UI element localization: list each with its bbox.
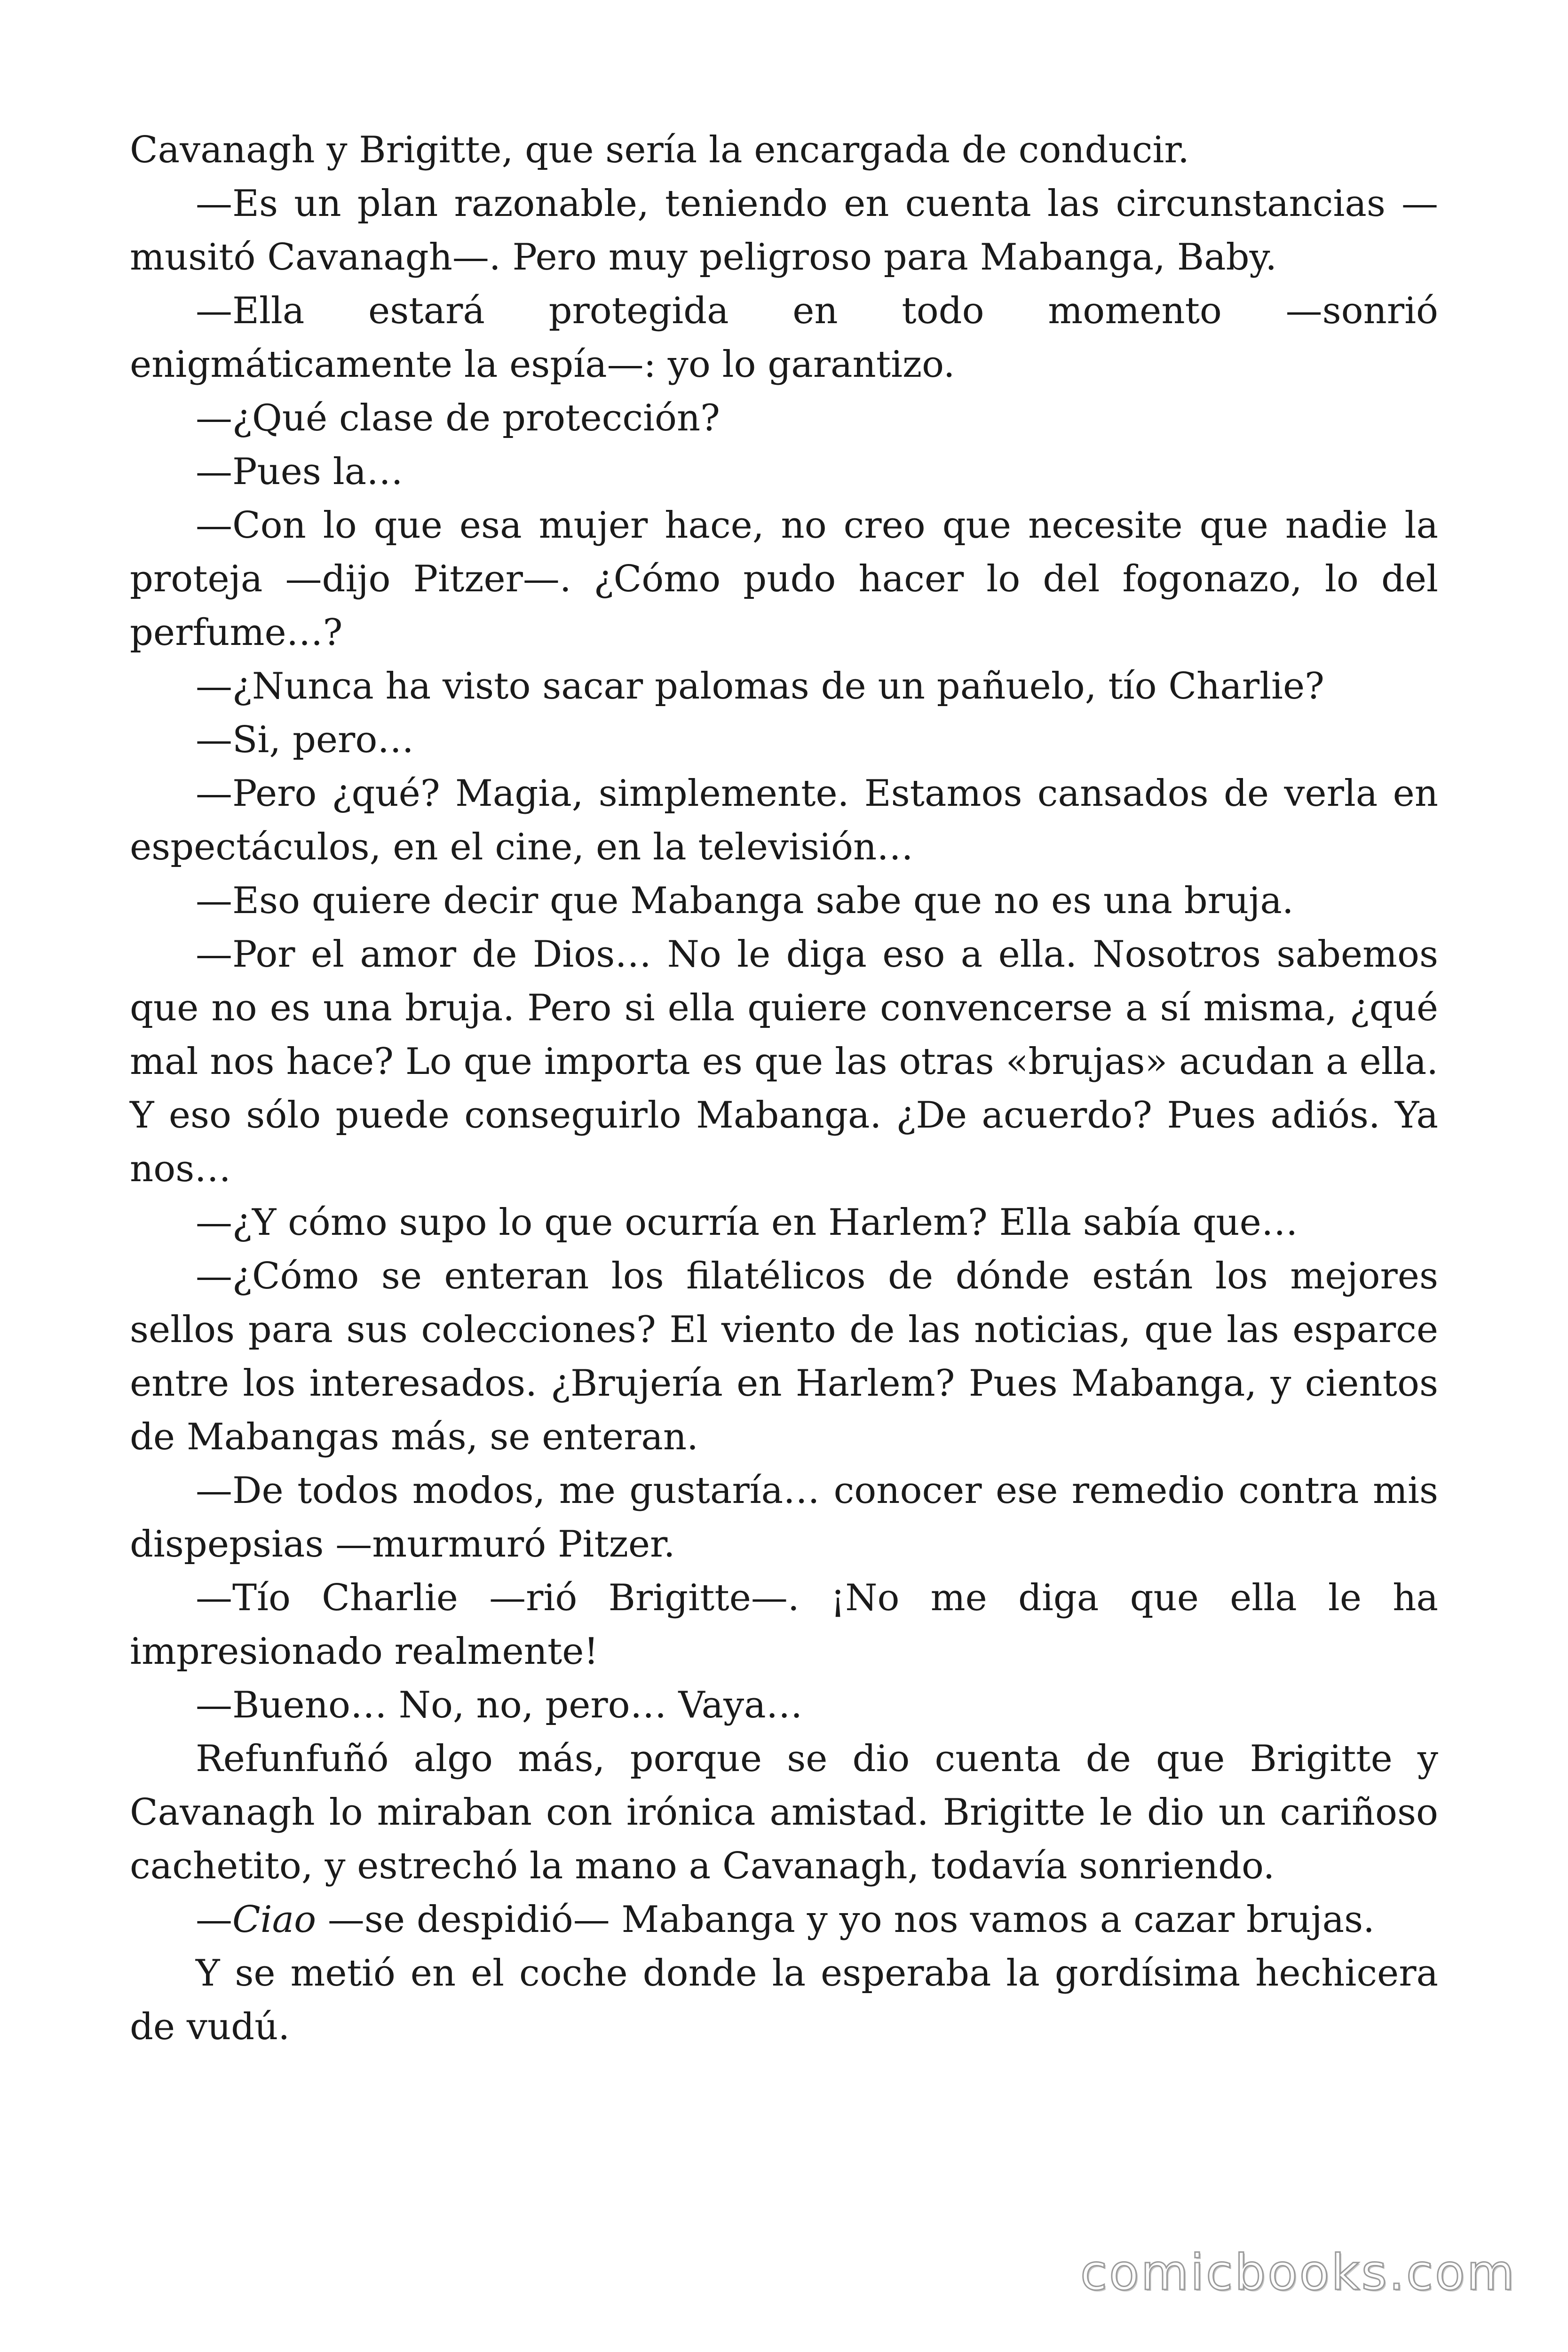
ciao-rest: —se despidió— Mabanga y yo nos vamos a cazar brujas. [316, 1899, 1375, 1941]
body-text [130, 123, 1438, 2054]
ciao-italic: Ciao [232, 1899, 317, 1941]
paragraph-3: —Ella estará protegida en todo momento —sonrió enigmáticamente la espía—: yo lo garantizo. [130, 290, 1438, 386]
paragraph-6: —Con lo que esa mujer hace, no creo que necesite que nadie la proteja —dijo Pitzer—. ¿Cómo pudo hacer lo del fogonazo, lo del perfume…? [130, 504, 1438, 654]
paragraph-2: —Es un plan razonable, teniendo en cuenta las circunstancias —musitó Cavanagh—. Pero muy peligroso para Mabanga, Baby. [130, 183, 1438, 278]
paragraph-13: —¿Cómo se enteran los filatélicos de dónde están los mejores sellos para sus colecciones? El viento de las noticias, que las esparce entre los interesados. ¿Brujería en Harlem? Pues Mabanga, y cientos de Mabangas más, se enteran. [130, 1255, 1438, 1458]
paragraph-final: Y se metió en el coche donde la esperaba la gordísima hechicera de vudú. [130, 1952, 1438, 2048]
paragraph-15: —Tío Charlie —rió Brigitte—. ¡No me diga que ella le ha impresionado realmente! [130, 1577, 1438, 1673]
watermark-logo: comicbooks.com [1080, 2244, 1516, 2301]
paragraph-17: Refunfuñó algo más, porque se dio cuenta de que Brigitte y Cavanagh lo miraban con irónica amistad. Brigitte le dio un cariñoso cachetito, y estrechó la mano a Cavanagh, todavía sonriendo. [130, 1738, 1438, 1887]
paragraph-5: —Pues la… [196, 451, 404, 493]
paragraph-14: —De todos modos, me gustaría… conocer ese remedio contra mis dispepsias —murmuró Pitzer. [130, 1470, 1438, 1565]
paragraph-ciao [130, 1893, 1438, 1947]
paragraph-4: —¿Qué clase de protección? [196, 397, 720, 439]
paragraph-8: —Si, pero… [196, 719, 414, 761]
ciao-dash: — [196, 1899, 232, 1941]
paragraph-7: —¿Nunca ha visto sacar palomas de un pañuelo, tío Charlie? [196, 665, 1324, 707]
paragraph-10: —Eso quiere decir que Mabanga sabe que no es una bruja. [196, 880, 1294, 922]
paragraph-1: Cavanagh y Brigitte, que sería la encargada de conducir. [130, 129, 1189, 171]
paragraph-16: —Bueno… No, no, pero… Vaya… [196, 1684, 803, 1726]
paragraph-11: —Por el amor de Dios… No le diga eso a ella. Nosotros sabemos que no es una bruja. Pero si ella quiere convencerse a sí misma, ¿qué mal nos hace? Lo que importa es que las otras «brujas» acudan a ella. Y eso sólo puede conseguirlo Mabanga. ¿De acuerdo? Pues adiós. Ya nos… [130, 933, 1438, 1190]
paragraph-12: —¿Y cómo supo lo que ocurría en Harlem? Ella sabía que… [196, 1201, 1298, 1244]
paragraph-9: —Pero ¿qué? Magia, simplemente. Estamos cansados de verla en espectáculos, en el cine, en la televisión… [130, 772, 1438, 868]
